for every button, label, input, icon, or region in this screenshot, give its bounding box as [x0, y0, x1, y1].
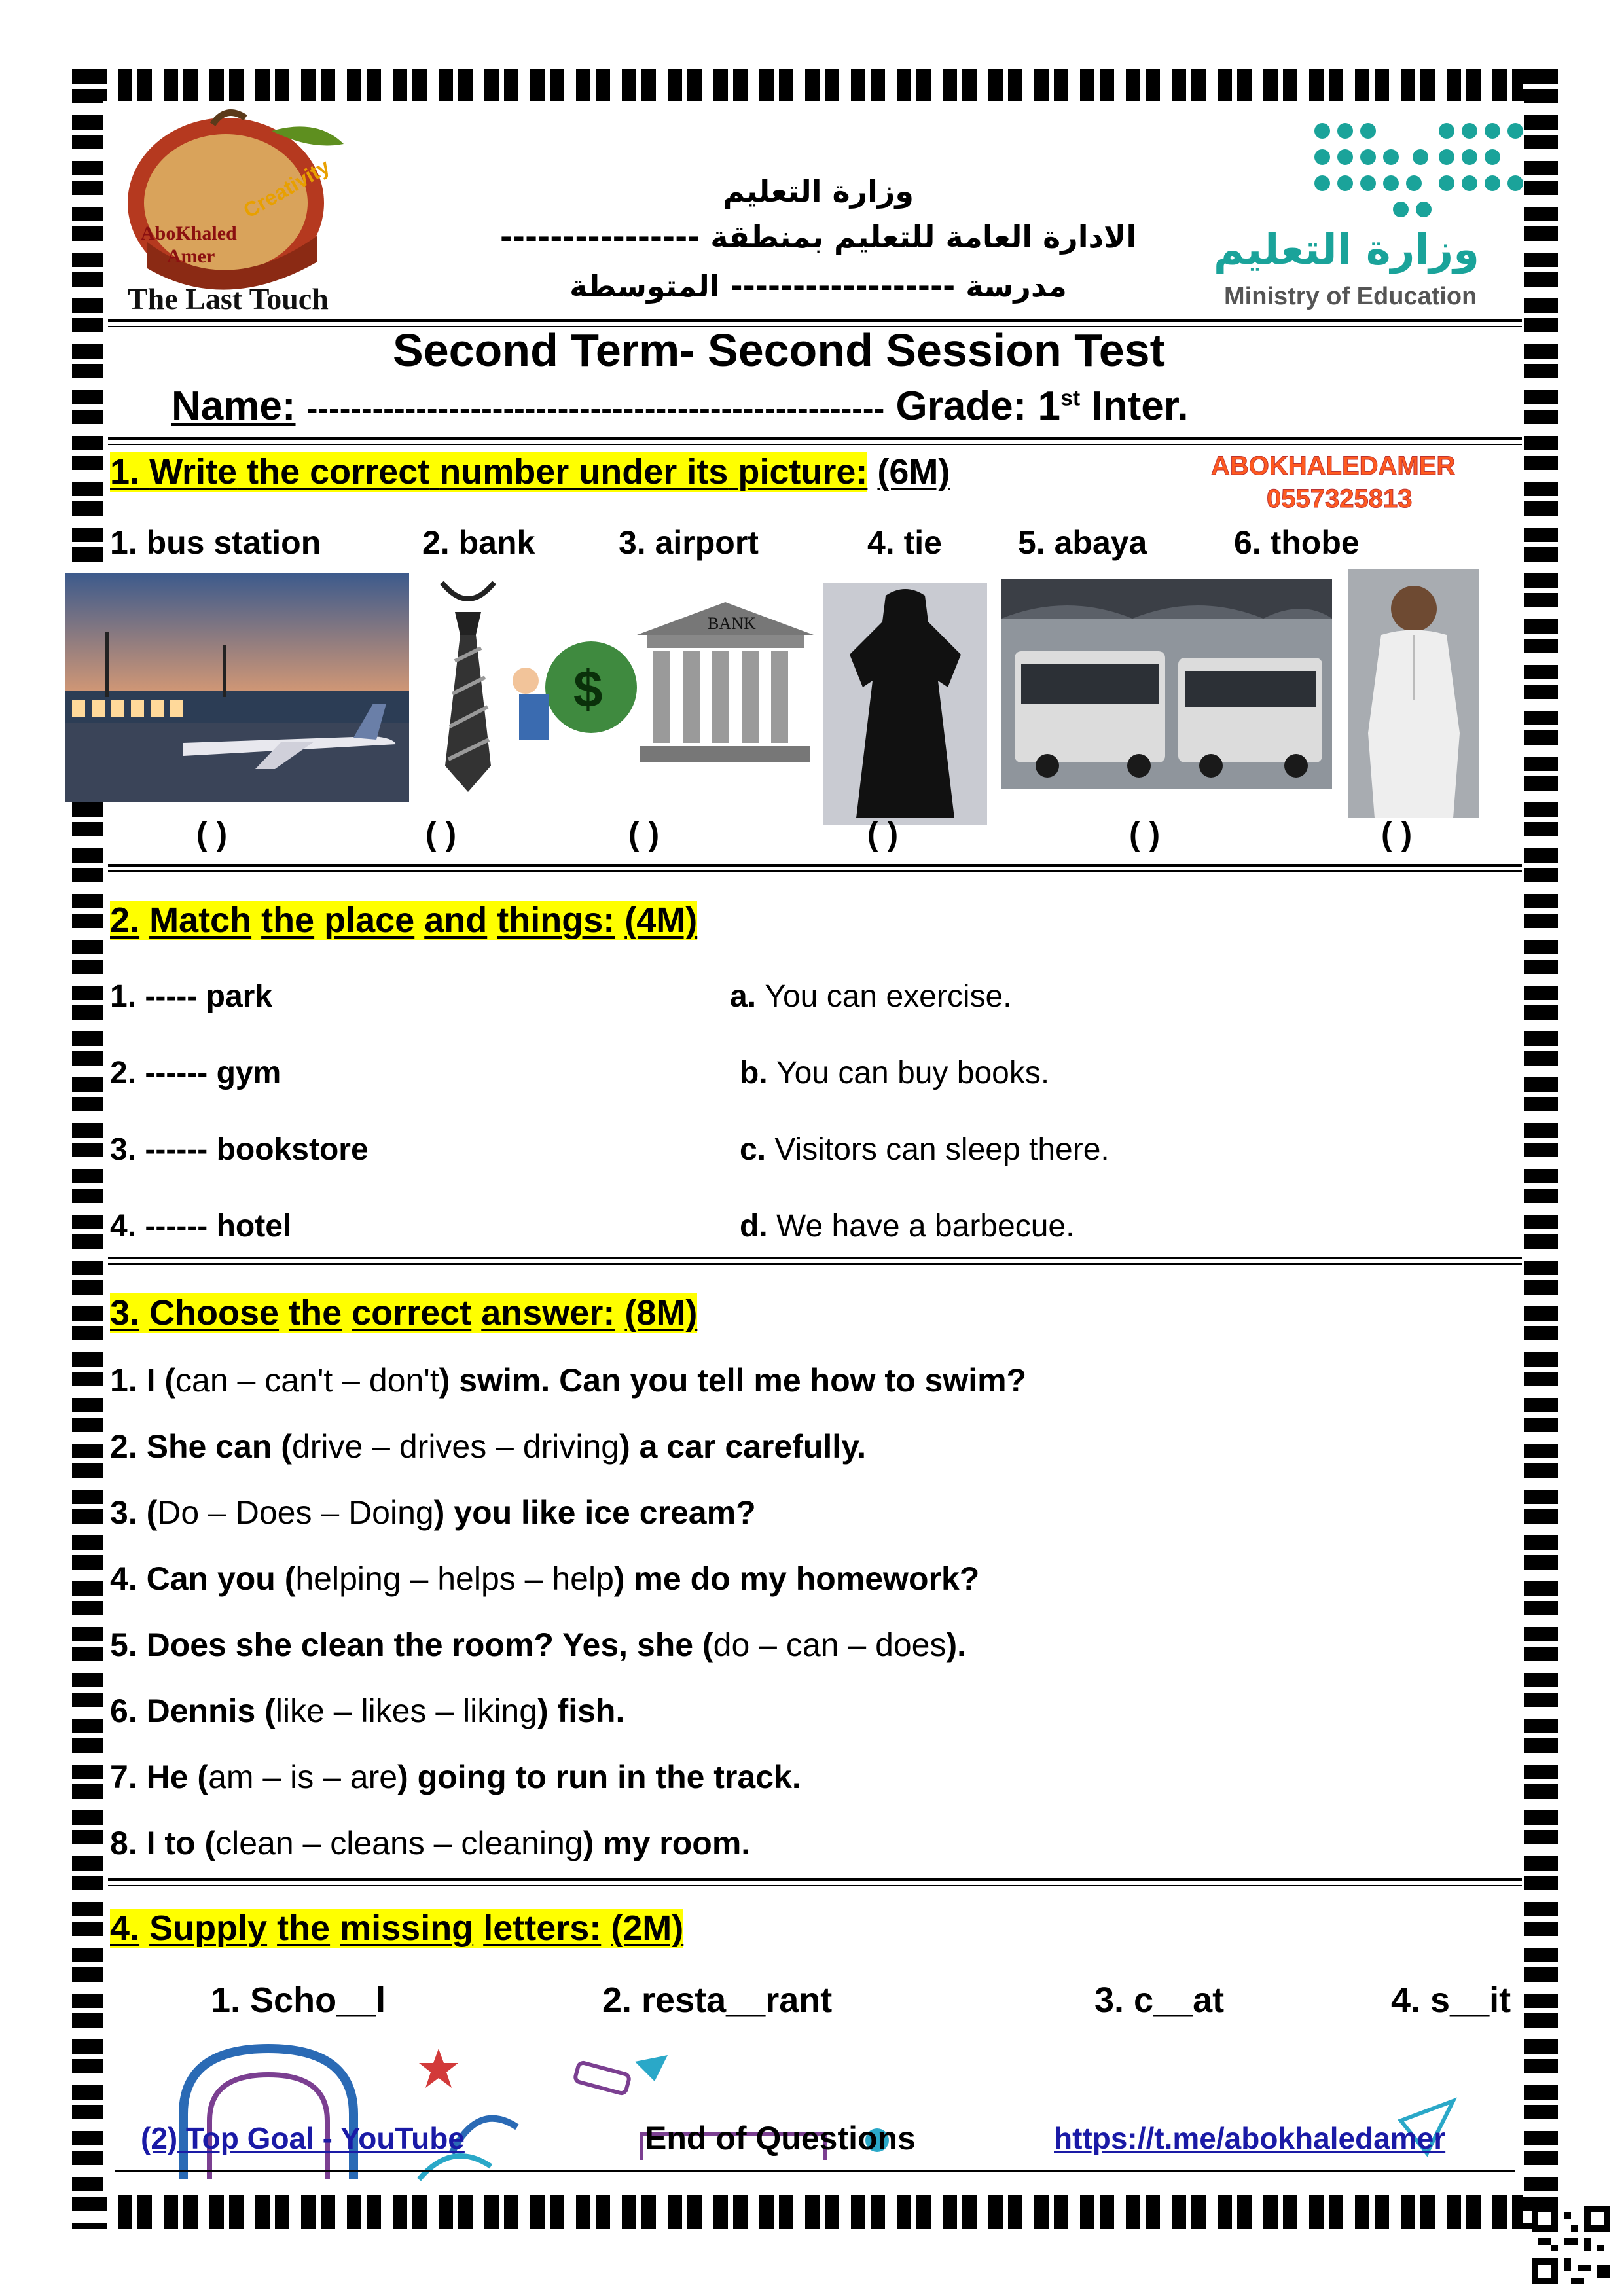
- name-blank-line[interactable]: -----------------------------------------------------: [306, 390, 885, 427]
- picture-bus-station: [1001, 579, 1332, 789]
- answer-blank-4[interactable]: ( ): [867, 816, 899, 852]
- q3-divider: [108, 1878, 1522, 1886]
- picture-airport: [65, 573, 409, 802]
- ministry-arabic-title: وزارة التعليم: [723, 173, 914, 209]
- q3-title: [110, 1293, 697, 1333]
- telegram-link[interactable]: https://t.me/abokhaledamer: [1054, 2121, 1446, 2155]
- test-title: Second Term- Second Session Test: [393, 325, 1165, 376]
- answer-blank-6[interactable]: ( ): [1381, 816, 1413, 852]
- q2-right-d: d. We have a barbecue.: [740, 1209, 1075, 1244]
- q1-marks: (6M): [877, 452, 950, 492]
- q2-left-2: 2. ------ gym: [110, 1056, 281, 1090]
- decorative-border-top: [72, 69, 1558, 105]
- name-row: [171, 383, 1189, 429]
- name-divider: [108, 437, 1522, 445]
- ministry-of-education-logo: [1213, 111, 1532, 321]
- q2-left-3: 3. ------ bookstore: [110, 1132, 369, 1167]
- logo-creativity-text: Creativity: [239, 154, 334, 223]
- answer-blank-5[interactable]: ( ): [1129, 816, 1161, 852]
- youtube-link[interactable]: (2) Top Goal - YouTube: [141, 2121, 465, 2155]
- ministry-logo-arabic: وزارة التعليم: [1213, 226, 1479, 274]
- directorate-arabic-line: الادارة العامة للتعليم بمنطقة ----------------: [499, 219, 1137, 255]
- q3-instruction: 3. Choose the correct answer: (8M): [110, 1293, 698, 1333]
- picture-bank: [506, 589, 817, 772]
- end-of-questions: End of Questions: [645, 2120, 916, 2157]
- q2-right-c: c. Visitors can sleep there.: [740, 1132, 1110, 1167]
- q2-left-4: 4. ------ hotel: [110, 1209, 292, 1244]
- q1-option-thobe: 6. thobe: [1234, 524, 1360, 561]
- decorative-border-right: [1523, 69, 1558, 2229]
- q1-instruction: 1. Write the correct number under its picture:: [110, 452, 868, 492]
- answer-blank-2[interactable]: ( ): [425, 816, 457, 852]
- school-arabic-line: مدرسة ------------------ المتوسطة: [569, 268, 1067, 304]
- q3-item-6: 6. Dennis (like – likes – liking) fish.: [110, 1693, 625, 1729]
- logo-name-line1: AboKhaled: [141, 223, 237, 244]
- q2-left-1: 1. ----- park: [110, 979, 273, 1014]
- q1-option-airport: 3. airport: [619, 524, 759, 561]
- q2-right-a: a. You can exercise.: [730, 979, 1012, 1014]
- picture-abaya: [823, 583, 987, 825]
- q1-title: [110, 452, 950, 492]
- q3-item-5: 5. Does she clean the room? Yes, she (do – can – does).: [110, 1626, 967, 1663]
- answer-blank-3[interactable]: ( ): [628, 816, 660, 852]
- q2-divider: [108, 1257, 1522, 1265]
- picture-thobe: [1348, 569, 1479, 818]
- logo-tagline: The Last Touch: [128, 282, 329, 315]
- q4-item-2: 2. resta__rant: [602, 1981, 833, 2020]
- q3-item-7: 7. He (am – is – are) going to run in the track.: [110, 1759, 801, 1795]
- q3-item-3: 3. (Do – Does – Doing) you like ice cream?: [110, 1494, 756, 1531]
- abokhaled-logo: [121, 105, 370, 321]
- q3-item-2: 2. She can (drive – drives – driving) a car carefully.: [110, 1428, 867, 1465]
- q1-option-abaya: 5. abaya: [1018, 524, 1147, 561]
- svg-text:$: $: [573, 660, 603, 718]
- q3-item-4: 4. Can you (helping – helps – help) me do my homework?: [110, 1560, 980, 1597]
- grade-label: Grade: 1st Inter.: [895, 384, 1189, 429]
- watermark-phone: 0557325813: [1267, 484, 1413, 513]
- name-label: Name:: [171, 384, 296, 429]
- decorative-border-bottom: [72, 2194, 1558, 2229]
- q2-instruction: 2. Match the place and things: (4M): [110, 901, 698, 940]
- q3-item-8: 8. I to (clean – cleans – cleaning) my room.: [110, 1825, 751, 1861]
- footer-decoration: [170, 2022, 1519, 2186]
- q4-item-3: 3. c__at: [1094, 1981, 1225, 2020]
- q4-instruction: 4. Supply the missing letters: (2M): [110, 1909, 684, 1948]
- bank-sign-text: BANK: [708, 614, 756, 633]
- ministry-logo-english: Ministry of Education: [1224, 283, 1477, 310]
- q1-option-bank: 2. bank: [422, 524, 535, 561]
- decorative-border-left: [72, 69, 107, 2229]
- q1-option-tie: 4. tie: [867, 524, 942, 561]
- logo-name-line2: Amer: [167, 245, 215, 267]
- q1-divider: [108, 864, 1522, 872]
- q4-title: [110, 1908, 683, 1948]
- qr-code[interactable]: [1532, 2206, 1610, 2284]
- q3-item-1: 1. I (can – can't – don't) swim. Can you tell me how to swim?: [110, 1362, 1027, 1399]
- q1-option-bus-station: 1. bus station: [110, 524, 321, 561]
- answer-blank-1[interactable]: ( ): [196, 816, 228, 852]
- picture-tie: [429, 576, 507, 795]
- q2-title: [110, 900, 697, 941]
- q2-right-b: b. You can buy books.: [740, 1056, 1050, 1090]
- q4-item-1: 1. Scho__l: [211, 1981, 386, 2020]
- watermark-name: ABOKHALEDAMER: [1211, 452, 1456, 480]
- q4-item-4: 4. s__it: [1391, 1981, 1511, 2020]
- footer-line: [115, 2170, 1515, 2172]
